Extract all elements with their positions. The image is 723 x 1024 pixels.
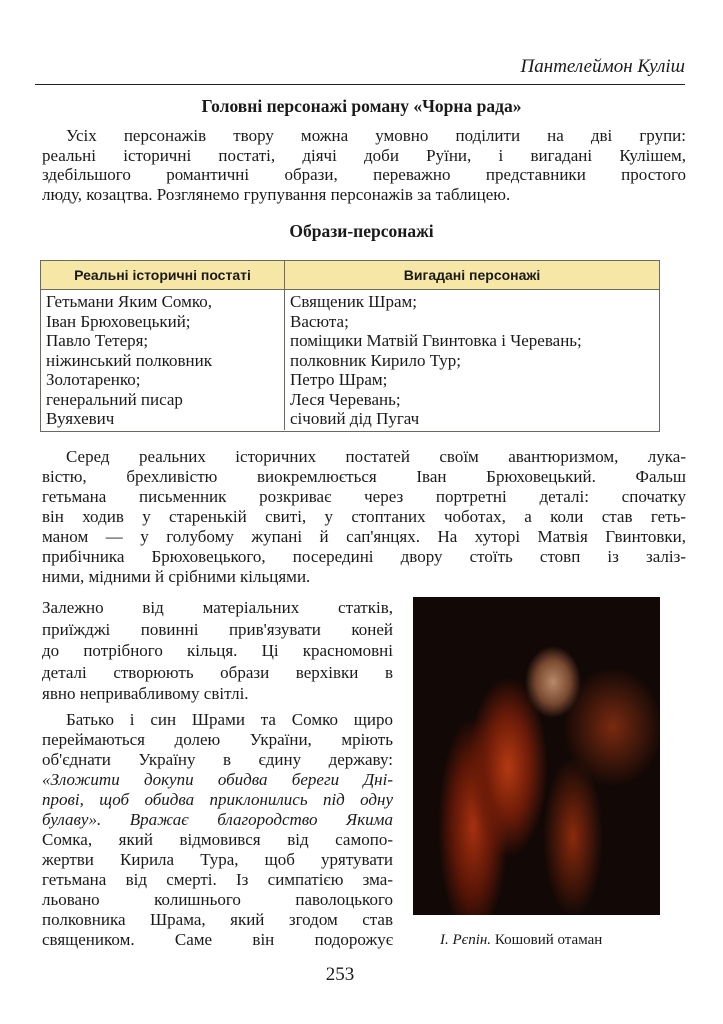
table-cell-line: Леся Черевань; — [290, 389, 401, 409]
header-real-figures: Реальні історичні постаті — [41, 261, 285, 289]
table-cell-line: полковник Кирило Тур; — [290, 350, 462, 370]
text-line: священиком. Саме він подорожує — [42, 930, 393, 949]
text-line: булаву». Вражає благородство Якима — [42, 810, 393, 829]
text-line: він ходив у старенькій свиті, у стоптаних чоботах, а коли став геть- — [42, 507, 686, 526]
text-line: полковника Шрама, який згодом став — [42, 910, 393, 929]
repin-painting-image — [413, 597, 660, 915]
paragraph-bryukhovetsky-continued — [42, 597, 393, 705]
text-line: переймаються долею України, мріють — [42, 730, 393, 749]
text-line: прибічника Брюховецького, посередині двору стоїть стовп із заліз- — [42, 547, 686, 566]
text-line: ними, мідними й срібними кільцями. — [42, 567, 311, 586]
text-line: об'єднати Україну в єдину державу: — [42, 750, 393, 769]
paragraph-shram-somko — [42, 710, 393, 950]
table-body-row — [41, 290, 659, 430]
table-cell-line: Священик Шрам; — [290, 292, 417, 311]
text-line: гетьмана письменник розкриває через портретні деталі: спочатку — [42, 487, 686, 506]
real-figures-cell — [41, 290, 285, 430]
table-cell-line: Васюта; — [290, 311, 349, 331]
text-line: здебільшого романтичні образи, переважно представники простого — [42, 165, 686, 184]
text-line: приїжджі повинні прив'язувати коней — [42, 619, 393, 639]
text-line: Серед реальних історичних постатей своїм авантюризмом, лука- — [66, 447, 686, 466]
text-line: жертви Кирила Тура, щоб урятувати — [42, 850, 393, 869]
table-title: Образи-персонажі — [289, 221, 434, 241]
section-title: Головні персонажі роману «Чорна рада» — [201, 96, 522, 116]
fictional-characters-cell — [285, 290, 659, 430]
text-line: Усіх персонажів твору можна умовно поділити на дві групи: — [66, 126, 686, 145]
text-line: Залежно від матеріальних статків, — [42, 598, 393, 617]
table-cell-line: Гетьмани Яким Сомко, — [46, 292, 213, 311]
text-line: прові, щоб обидва приклонились під одну — [42, 790, 393, 809]
running-head: Пантелеймон Куліш — [520, 56, 685, 77]
table-cell-line: генеральний писар — [46, 389, 183, 409]
paragraph-bryukhovetsky — [42, 447, 686, 587]
characters-table — [40, 260, 660, 432]
caption-title: Кошовий отаман — [494, 932, 603, 948]
text-line: вістю, брехливістю виокремлюється Іван Брюховецький. Фальш — [42, 467, 686, 486]
figure-caption — [440, 932, 602, 949]
table-cell-line: Золотаренко; — [46, 370, 141, 389]
text-line: деталі створюють образи верхівки в — [42, 662, 393, 682]
text-line: «Зложити докупи обидва береги Дні- — [42, 770, 393, 789]
header-rule — [35, 84, 685, 85]
text-line: люду, козацтва. Розглянемо групування персонажів за таблицею. — [42, 184, 511, 204]
table-cell-line: січовий дід Пугач — [290, 409, 420, 428]
text-line: Сомка, який відмовився від самопо- — [42, 830, 393, 849]
text-line: льовано колишнього паволоцького — [42, 890, 393, 909]
caption-author: І. Рєпін. — [440, 932, 492, 948]
intro-paragraph — [42, 126, 686, 204]
table-header-row — [41, 261, 659, 290]
table-cell-line: Іван Брюховецький; — [46, 311, 191, 331]
text-line: реальні історичні постаті, діячі доби Руїни, і вигадані Кулішем, — [42, 145, 686, 165]
table-cell-line: Петро Шрам; — [290, 370, 388, 389]
header-fictional-characters: Вигадані персонажі — [403, 267, 541, 283]
table-cell-line: ніжинський полковник — [46, 350, 212, 370]
table-cell-line: поміщики Матвій Гвинтовка і Черевань; — [290, 331, 582, 350]
table-cell-line: Павло Тетеря; — [46, 331, 149, 350]
table-cell-line: Вуяхевич — [46, 409, 115, 428]
text-line: явно непривабливому світлі. — [42, 684, 249, 703]
text-line: Батько і син Шрами та Сомко щиро — [66, 710, 393, 729]
text-line: до потрібного кільця. Ці красномовні — [42, 641, 393, 660]
text-line: гетьмана від смерті. Із симпатією зма- — [42, 870, 393, 889]
text-line: маном — у голубому жупані й сап'янцях. На хуторі Матвія Гвинтовки, — [42, 527, 686, 546]
page-number: 253 — [325, 964, 355, 985]
